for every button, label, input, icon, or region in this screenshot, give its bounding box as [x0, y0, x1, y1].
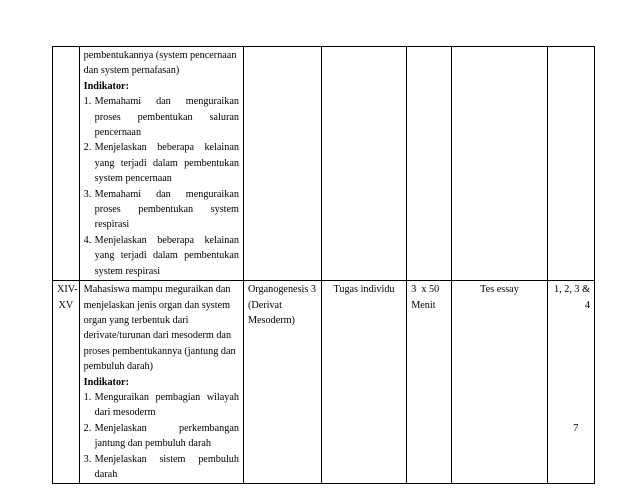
method-cell [321, 47, 406, 281]
list-item [84, 390, 239, 421]
indicator-line: Memahami dan menguraikan [94, 96, 239, 108]
indicator-line: Menjelaskan beberapa kelainan [94, 142, 239, 154]
indikator-label: Indikator: [83, 80, 129, 92]
list-item [84, 421, 239, 452]
competency-line: derivate/turunan dari mesoderm dan [83, 330, 232, 342]
assessment-cell [451, 47, 547, 281]
references-line: 1, 2, 3 & [554, 284, 590, 296]
table-row [53, 281, 595, 484]
topic-cell [243, 281, 321, 484]
week-label: XV [58, 299, 74, 311]
indicator-line: pencernaan [94, 127, 142, 139]
indicator-number: 3. [83, 453, 92, 465]
indicator-number: 2. [83, 142, 92, 154]
time-line: Menit [411, 299, 436, 311]
indicator-line: Menjelaskan sistem pembuluh [94, 453, 239, 465]
indicator-number: 3. [83, 188, 92, 200]
indicator-number: 2. [83, 422, 92, 434]
indicator-line: proses pembentukan saluran [94, 111, 239, 123]
indicator-line: yang terjadi dalam pembentukan [94, 250, 239, 262]
indicator-list [84, 94, 239, 279]
competency-line: Mahasiswa mampu meguraikan dan [83, 284, 231, 296]
indicator-list [84, 390, 239, 482]
time-line: 3 x 50 [411, 284, 440, 296]
competency-cell [79, 47, 243, 281]
topic-line: Mesoderm) [247, 314, 295, 326]
method-text: Tugas individu [333, 284, 395, 296]
competency-cell [79, 281, 243, 484]
topic-line: Organogenesis 3 [247, 284, 316, 296]
indicator-line: Menjelaskan perkembangan [94, 422, 239, 434]
competency-line: pembuluh darah) [83, 361, 153, 373]
indicator-line: Memahami dan menguraikan [94, 188, 239, 200]
list-item [84, 140, 239, 186]
time-cell [407, 47, 452, 281]
references-cell [548, 47, 595, 281]
competency-line: pembentukannya (system pencernaan [83, 50, 237, 61]
competency-line: menjelaskan jenis organ dan system [83, 299, 231, 311]
indicator-number: 4. [83, 234, 92, 246]
assessment-cell [451, 281, 547, 484]
references-cell [548, 281, 595, 484]
lesson-plan-table [52, 46, 595, 484]
indicator-line: darah [94, 468, 118, 480]
page-number: 7 [573, 422, 579, 434]
week-label: XIV- [57, 284, 78, 296]
references-line: 4 [584, 299, 590, 311]
week-cell [53, 281, 80, 484]
indicator-number: 1. [83, 96, 92, 108]
competency-line: proses pembentukannya (jantung dan [83, 345, 236, 357]
competency-line: dan system pernafasan) [83, 65, 180, 77]
indicator-line: yang terjadi dalam pembentukan [94, 157, 239, 169]
indicator-line: system respirasi [94, 265, 161, 277]
list-item [84, 452, 239, 483]
method-cell [321, 281, 406, 484]
topic-cell [243, 47, 321, 281]
indicator-line: jantung dan pembuluh darah [94, 438, 211, 450]
indicator-line: respirasi [94, 219, 130, 231]
indicator-line: dari mesoderm [94, 407, 156, 419]
competency-line: organ yang terbentuk dari [83, 314, 189, 326]
list-item [84, 233, 239, 279]
table-row [53, 47, 595, 281]
indicator-line: proses pembentukan system [94, 204, 239, 216]
list-item [84, 94, 239, 140]
indicator-line: Menguraikan pembagian wilayah [94, 391, 239, 403]
week-cell [53, 47, 80, 281]
time-cell [407, 281, 452, 484]
topic-line: (Derivat [247, 299, 282, 311]
indicator-line: Menjelaskan beberapa kelainan [94, 234, 239, 246]
indicator-number: 1. [83, 391, 92, 403]
indicator-line: system pencernaan [94, 173, 172, 185]
indikator-label: Indikator: [83, 376, 129, 388]
list-item [84, 187, 239, 233]
assessment-text: Tes essay [480, 284, 519, 296]
